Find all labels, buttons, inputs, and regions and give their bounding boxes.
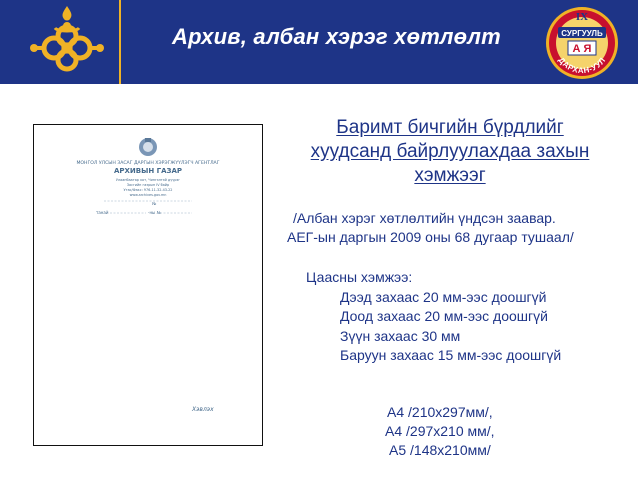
margins-heading: Цаасны хэмжээ: <box>306 269 413 285</box>
paper-size-item: А5 /148х210мм/ <box>389 442 491 458</box>
margin-item-top: Дээд захаас 20 мм-ээс доошгүй <box>340 288 547 305</box>
doc-address-line: Утас/Факс: 976-11-32-43-22 <box>123 188 173 192</box>
title-line: Баримт бичгийн бүрдлийг <box>336 117 564 138</box>
regulation-reference <box>283 209 623 247</box>
doc-org-name: АРХИВЫН ГАЗАР <box>113 167 183 175</box>
doc-stamp-text: Хэвлэх <box>192 406 214 413</box>
badge-middle-text: СУРГУУЛЬ <box>561 29 603 38</box>
page-title: Архив, албан хэрэг хөтлөлт <box>172 24 501 49</box>
letterhead-sample-icon <box>34 125 262 445</box>
school-9-badge-icon <box>544 5 620 81</box>
doc-org-line: МОНГОЛ УЛСЫН ЗАСАГ ДАРГЫН ХЭРЭГЖҮҮЛЭГЧ АГЕНТЛАГ <box>76 161 220 166</box>
doc-address-line: Улаанбаатар хот, Чингэлтэй дүүрэг <box>115 178 181 182</box>
badge-top-text: IX <box>575 11 589 23</box>
title-line: хуудсанд байрлуулахдаа захын <box>310 141 590 162</box>
note-line: /Албан хэрэг хөтлөлтийн үндсэн заавар. <box>293 210 556 226</box>
paper-size-list <box>373 403 495 460</box>
doc-date-label: танай <box>96 210 109 215</box>
margin-requirements <box>306 268 561 366</box>
title-line: хэмжээг <box>414 165 486 186</box>
badge-block-text: А Я <box>572 43 592 55</box>
doc-date-suffix: -ны № <box>148 210 161 215</box>
doc-ref-no-label: № <box>152 201 157 206</box>
paper-size-item: А4 /297х210 мм/, <box>385 423 495 439</box>
note-line: АЕГ-ын даргын 2009 оны 68 дугаар тушаал/ <box>287 229 574 245</box>
section-title <box>280 116 620 188</box>
margin-item-left: Зүүн захаас 30 мм <box>340 327 461 344</box>
doc-address-line: www.archives.gov.mn <box>129 193 167 197</box>
margin-item-right: Баруун захаас 15 мм-ээс доошгүй <box>340 347 562 363</box>
header-divider <box>119 0 121 84</box>
doc-address-line: Засгийн газрын IV байр <box>126 183 170 187</box>
soyombo-knot-emblem-icon <box>26 4 108 78</box>
header-banner <box>0 0 638 84</box>
paper-size-item: А4 /210х297мм/, <box>387 404 493 420</box>
margin-item-bottom: Доод захаас 20 мм-ээс доошгүй <box>340 308 548 324</box>
document-sample-frame <box>33 124 263 446</box>
state-emblem-icon <box>139 138 157 156</box>
badge-bottom-text: ДАРХАН-УУЛ <box>556 55 608 76</box>
